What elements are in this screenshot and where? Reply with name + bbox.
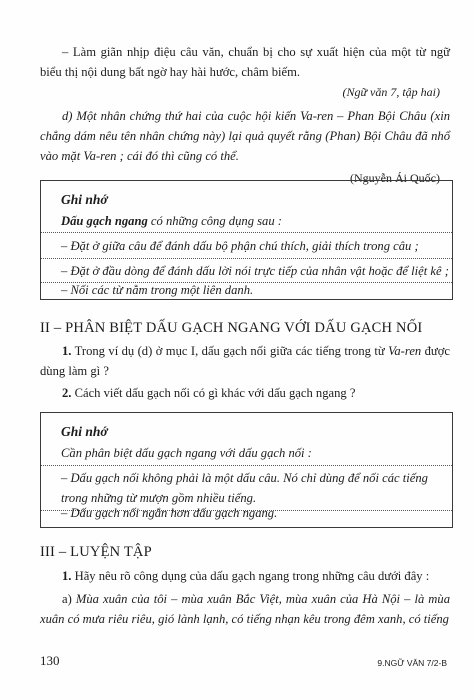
exercise-quote: Mùa xuân của tôi – mùa xuân Bắc Việt, mùa xuân của Hà Nội – là mùa xuân có mưa riêu riêu, gió lành lạnh, có tiếng nhạn kêu trong đêm xanh, có tiếng bbox=[40, 592, 450, 626]
dotted-divider bbox=[41, 232, 452, 233]
note-box-2 bbox=[40, 412, 453, 528]
exercise-1 bbox=[40, 566, 450, 586]
question-term: Va-ren bbox=[388, 344, 422, 358]
book-code: 9.NGỮ VĂN 7/2-B bbox=[377, 658, 447, 668]
note-item: – Đặt ở giữa câu để đánh dấu bộ phận chú thích, giải thích trong câu ; bbox=[61, 239, 419, 253]
dotted-divider bbox=[41, 465, 452, 466]
note-box-1 bbox=[40, 180, 453, 300]
source-citation: (Ngữ văn 7, tập hai) bbox=[342, 85, 440, 99]
source-citation: (Nguyễn Ái Quốc) bbox=[350, 171, 440, 185]
question-number: 2. bbox=[62, 386, 72, 400]
note-item: – Nối các từ nằm trong một liên danh. bbox=[61, 283, 254, 297]
note-title: Ghi nhớ bbox=[61, 424, 108, 439]
exercise-number: 1. bbox=[62, 569, 72, 583]
exercise-label: a) bbox=[62, 592, 76, 606]
section-heading-3: III – LUYỆN TẬP bbox=[40, 544, 152, 560]
question-text: Trong ví dụ (d) ở mục I, dấu gạch nối giữa các tiếng trong từ bbox=[71, 344, 389, 358]
exercise-1a bbox=[40, 589, 450, 629]
question-1 bbox=[40, 341, 450, 381]
question-text: Cách viết dấu gạch nối có gì khác với dấu gạch ngang ? bbox=[71, 386, 356, 400]
exercise-text: Hãy nêu rõ công dụng của dấu gạch ngang trong những câu dưới đây : bbox=[71, 569, 430, 583]
example-d-paragraph: d) Một nhân chứng thứ hai của cuộc hội kiến Va-ren – Phan Bội Châu (xin chẳng dám nêu tên nhân chứng này) lại quả quyết rằng (Phan) Bội Châu đã nhổ vào mặt Va-ren ; cái đó thì cũng có thể. bbox=[40, 109, 450, 163]
note-item: – Dấu gạch nối không phải là một dấu câu. Nó chỉ dùng để nối các tiếng trong những từ mượn gồm nhiều tiếng. bbox=[61, 471, 428, 505]
question-2 bbox=[40, 383, 450, 403]
note-term: Dấu gạch ngang bbox=[61, 214, 148, 228]
note-intro bbox=[61, 211, 441, 231]
paragraph-dash-usage: – Làm giãn nhịp điệu câu văn, chuẩn bị cho sự xuất hiện của một từ ngữ biểu thị nội dung bất ngờ hay hài hước, châm biếm. bbox=[40, 45, 450, 79]
note-title: Ghi nhớ bbox=[61, 192, 108, 207]
question-number: 1. bbox=[62, 344, 72, 358]
note-item: – Đặt ở đầu dòng để đánh dấu lời nói trực tiếp của nhân vật hoặc để liệt kê ; bbox=[61, 264, 449, 278]
section-heading-2: II – PHÂN BIỆT DẤU GẠCH NGANG VỚI DẤU GẠCH NỐI bbox=[40, 320, 423, 336]
question-text: được dùng làm gì ? bbox=[40, 344, 450, 378]
page-number: 130 bbox=[40, 653, 60, 668]
dotted-divider bbox=[41, 258, 452, 259]
note-item: – Dấu gạch nối ngắn hơn dấu gạch ngang. bbox=[61, 506, 278, 520]
note-intro: Cần phân biệt dấu gạch ngang với dấu gạch nối : bbox=[61, 446, 312, 460]
note-intro-rest: có những công dụng sau : bbox=[147, 214, 282, 228]
